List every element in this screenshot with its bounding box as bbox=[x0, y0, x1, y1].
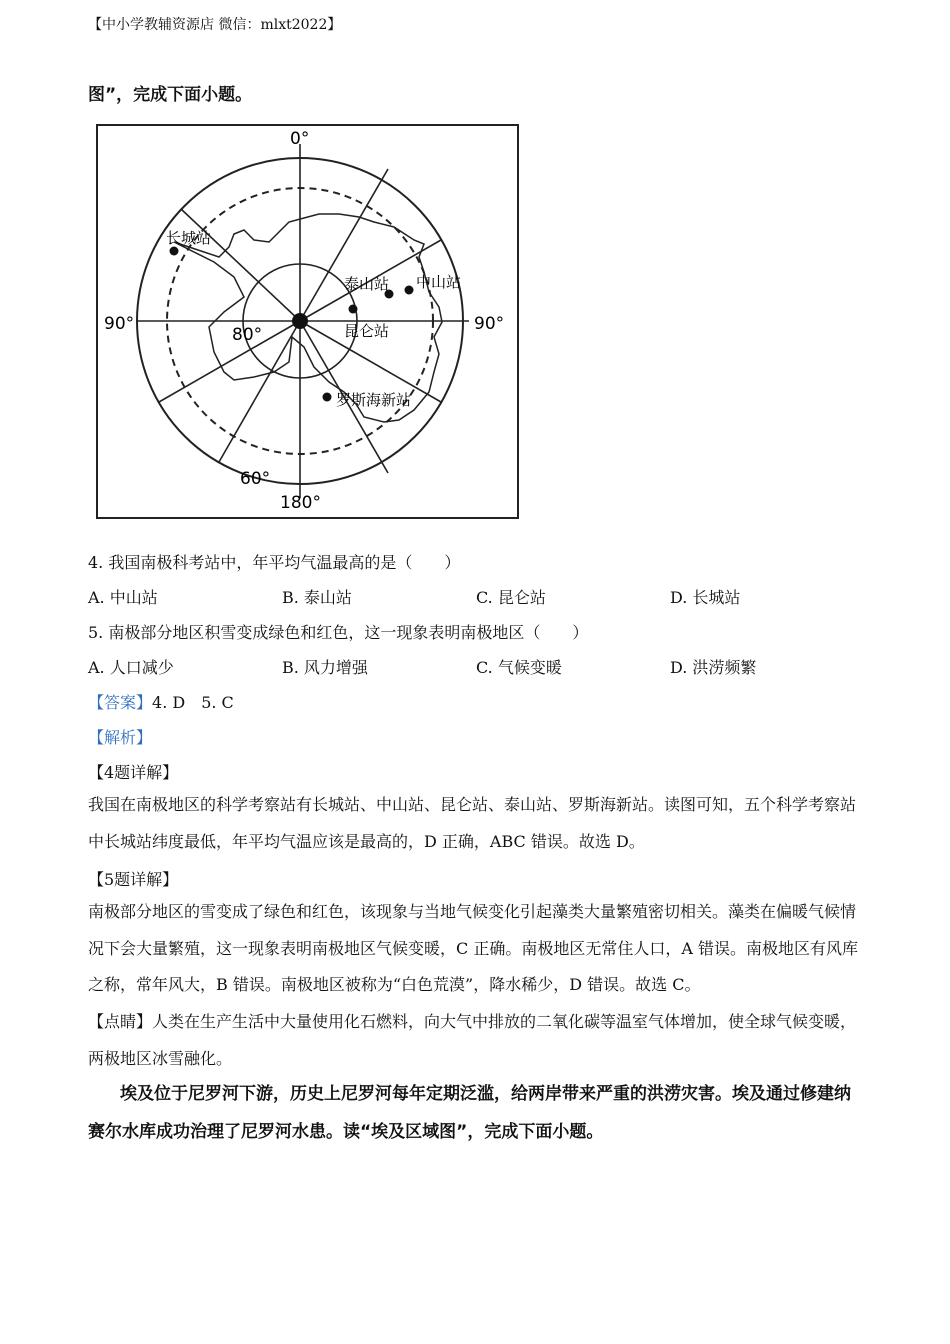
q4-option-a: A. 中山站 bbox=[88, 588, 158, 607]
detail-4-text: 我国在南极地区的科学考察站有长城站、中山站、昆仑站、泰山站、罗斯海新站。读图可知，五个科学考察站中长城站纬度最低，年平均气温应该是最高的，D 正确，ABC 错误。故选 D。 bbox=[88, 795, 857, 851]
page-header: 【中小学教辅资源店 微信：mlxt2022】 bbox=[88, 17, 342, 33]
label-0: 0° bbox=[290, 129, 310, 149]
q5-option-b: B. 风力增强 bbox=[282, 658, 368, 677]
label-90-west: 90° bbox=[104, 314, 135, 334]
label-90-east: 90° bbox=[474, 314, 505, 334]
q5-option-c: C. 气候变暖 bbox=[476, 658, 562, 677]
tip-paragraph bbox=[88, 1004, 860, 1077]
station-zhongshan: 中山站 bbox=[416, 273, 462, 291]
station-changcheng: 长城站 bbox=[166, 229, 212, 247]
answer-line bbox=[88, 690, 234, 713]
tip-label: 【点睛】 bbox=[88, 1012, 153, 1031]
q5-option-a: A. 人口减少 bbox=[88, 658, 174, 677]
question-5-stem: 5. 南极部分地区积雪变成绿色和红色，这一现象表明南极地区（ ） bbox=[88, 623, 589, 642]
detail-5-text: 南极部分地区的雪变成了绿色和红色，该现象与当地气候变化引起藻类大量繁殖密切相关。藻类在偏暖气候情况下会大量繁殖，这一现象表明南极地区气候变暖，C 正确。南极地区无常住人口，A 错误。南极地区有风库之称，常年风大，B 错误。南极地区被称为“白色荒漠”，降水稀少，D 错误。故选 C。 bbox=[88, 902, 858, 994]
tip-text: 人类在生产生活中大量使用化石燃料，向大气中排放的二氧化碳等温室气体增加，使全球气候变暖，两极地区冰雪融化。 bbox=[88, 1012, 857, 1068]
q4-option-b: B. 泰山站 bbox=[282, 588, 352, 607]
answer-text: 4. D 5. C bbox=[152, 693, 234, 712]
station-luosihai: 罗斯海新站 bbox=[336, 391, 412, 409]
q4-option-c: C. 昆仑站 bbox=[476, 588, 546, 607]
detail-5-title: 【5题详解】 bbox=[88, 870, 179, 889]
q4-option-d: D. 长城站 bbox=[670, 588, 741, 607]
question-4-stem: 4. 我国南极科考站中，年平均气温最高的是（ ） bbox=[88, 553, 461, 572]
station-kunlun: 昆仑站 bbox=[344, 322, 390, 340]
answer-label: 【答案】 bbox=[88, 693, 153, 712]
label-180: 180° bbox=[280, 493, 321, 513]
next-question-intro: 埃及位于尼罗河下游，历史上尼罗河每年定期泛滥，给两岸带来严重的洪涝灾害。埃及通过修建纳赛尔水库成功治理了尼罗河水患。读“埃及区域图”，完成下面小题。 bbox=[88, 1084, 851, 1142]
q5-option-d: D. 洪涝频繁 bbox=[670, 658, 757, 677]
label-60: 60° bbox=[240, 469, 271, 489]
antarctica-map bbox=[94, 122, 522, 522]
label-80: 80° bbox=[232, 325, 263, 345]
detail-4-title: 【4题详解】 bbox=[88, 763, 179, 782]
station-taishan: 泰山站 bbox=[344, 275, 390, 293]
intro-text: 图”，完成下面小题。 bbox=[88, 85, 253, 105]
analysis-label: 【解析】 bbox=[88, 728, 153, 747]
